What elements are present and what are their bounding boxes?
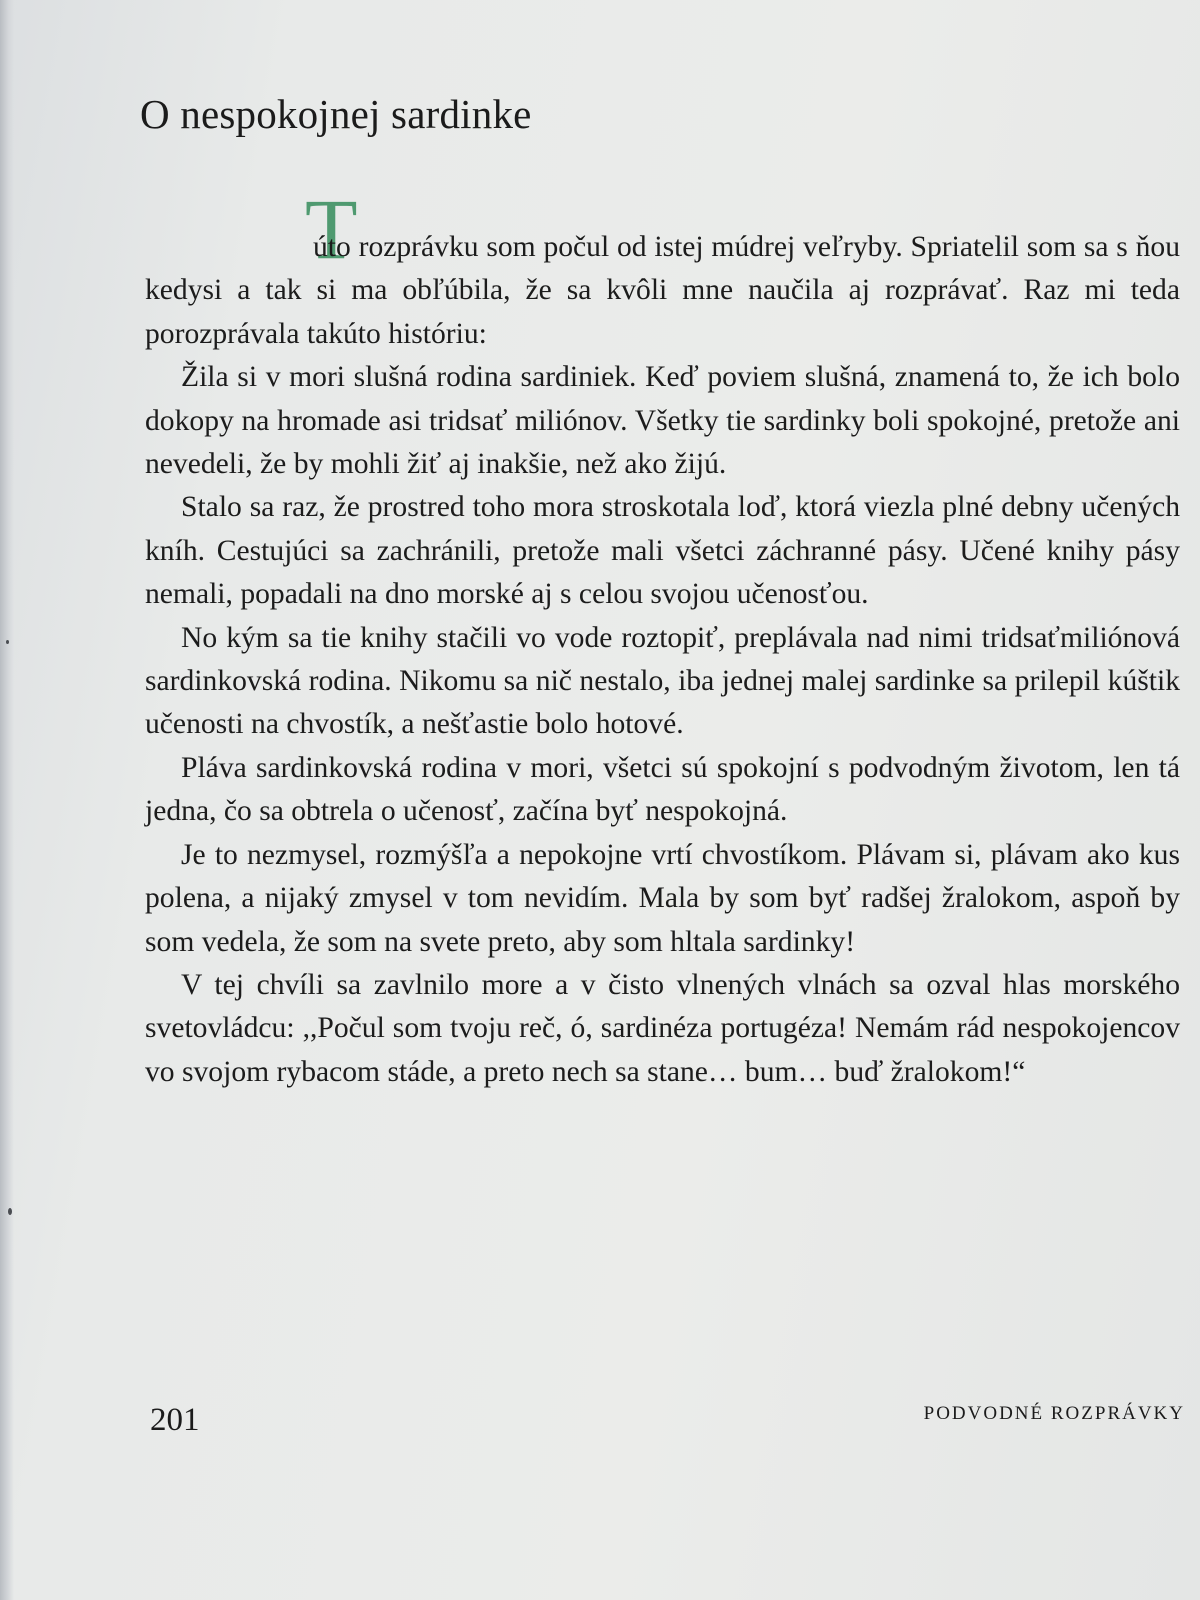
- paragraph-2: Žila si v mori slušná rodina sardiniek. Keď poviem slušná, znamená to, že ich bolo dokopy na hromade asi tridsať miliónov. Všetky tie sardinky boli spokojné, pretože ani nevedeli, že by mohli žiť aj inakšie, než ako žijú.: [145, 361, 1180, 481]
- paragraph-4: No kým sa tie knihy stačili vo vode roztopiť, preplávala nad nimi tridsaťmiliónová sardinkovská rodina. Nikomu sa nič nestalo, iba jednej malej sardinke sa prilepil kúštik učenosti na chvostík, a nešťastie bolo hotové.: [145, 621, 1180, 741]
- page-edge-shadow: [0, 0, 14, 1600]
- chapter-title: O nespokojnej sardinke: [140, 91, 532, 137]
- paragraph-1: úto rozprávku som počul od istej múdrej veľryby. Spriatelil som sa s ňou kedysi a tak si ma obľúbila, že sa kvôli mne naučila aj rozprávať. Raz mi teda porozprávala takúto históriu:: [145, 231, 1180, 350]
- paper-speck: [6, 640, 9, 644]
- drop-cap-letter: T: [305, 181, 358, 277]
- paragraph-6: Je to nezmysel, rozmýšľa a nepokojne vrtí chvostíkom. Plávam si, plávam ako kus polena, a nijaký zmysel v tom nevidím. Mala by som byť radšej žralokom, aspoň by som vedela, že som na svete preto, aby som hltala sardinky!: [145, 838, 1180, 958]
- paper-speck: [8, 1208, 12, 1215]
- page-number: 201: [150, 1402, 200, 1438]
- paragraph-5: Pláva sardinkovská rodina v mori, všetci sú spokojní s podvodným životom, len tá jedna, čo sa obtrela o učenosť, začína byť nespokojná.: [145, 751, 1180, 828]
- running-title: PODVODNÉ ROZPRÁVKY: [923, 1403, 1185, 1424]
- paragraph-3: Stalo sa raz, že prostred toho mora stroskotala loď, ktorá viezla plné debny učených kníh. Cestujúci sa zachránili, pretože mali všetci záchranné pásy. Učené knihy pásy nemali, popadali na dno morské aj s celou svojou učenosťou.: [145, 491, 1180, 611]
- story-body: [145, 226, 1180, 1094]
- paragraph-7: V tej chvíli sa zavlnilo more a v čisto vlnených vlnách sa ozval hlas morského svetovládcu: ,,Počul som tvoju reč, ó, sardinéza portugéza! Nemám rád nespokojencov vo svojom rybacom stáde, a preto nech sa stane… bum… buď žralokom!“: [145, 968, 1180, 1088]
